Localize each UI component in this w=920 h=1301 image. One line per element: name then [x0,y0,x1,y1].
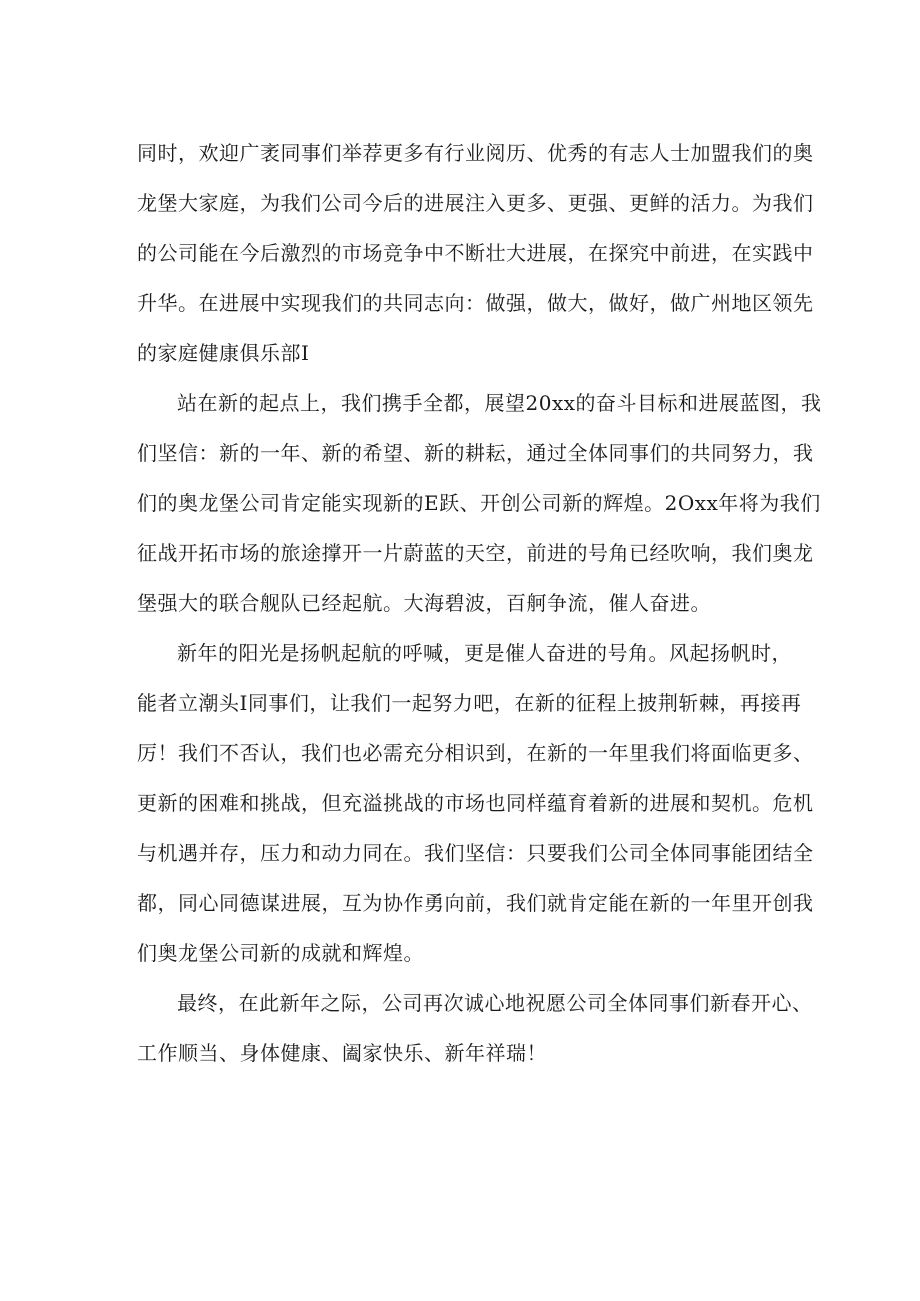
text-line: 站在新的起点上，我们携手全都，展望20xx的奋斗目标和进展蓝图，我 [177,391,822,415]
text-line: 与机遇并存，压力和动力同在。我们坚信：只要我们公司全体同事能团结全 [137,841,814,865]
paragraph [137,128,814,378]
text-line: 征战开拓市场的旅途撑开一片蔚蓝的天空，前进的号角已经吹响，我们奥龙 [137,541,814,565]
text-line: 的公司能在今后激烈的市场竞争中不断壮大进展，在探究中前进，在实践中 [137,241,814,265]
text-line: 能者立潮头I同事们，让我们一起努力吧，在新的征程上披荆斩棘，再接再 [137,691,802,715]
text-line: 堡强大的联合舰队已经起航。大海碧波，百舸争流，催人奋进。 [137,591,711,615]
text-line: 最终，在此新年之际，公司再次诚心地祝愿公司全体同事们新春开心、 [177,991,813,1015]
text-line: 都，同心同德谋进展，互为协作勇向前，我们就肯定能在新的一年里开创我 [137,891,814,915]
text-line: 的家庭健康俱乐部I [137,341,310,365]
text-line: 们奥龙堡公司新的成就和辉煌。 [137,941,424,965]
text-line: 更新的困难和挑战，但充溢挑战的市场也同样蕴育着新的进展和契机。危机 [137,791,814,815]
text-line: 龙堡大家庭，为我们公司今后的进展注入更多、更强、更鲜的活力。为我们 [137,191,814,215]
paragraph [137,628,814,978]
text-line: 同时，欢迎广袤同事们举荐更多有行业阅历、优秀的有志人士加盟我们的奥 [137,141,814,165]
paragraph [137,978,813,1078]
text-line: 们的奥龙堡公司肯定能实现新的E跃、开创公司新的辉煌。2Oxx年将为我们 [137,491,821,515]
document-body [137,128,822,1078]
text-line: 们坚信：新的一年、新的希望、新的耕耘，通过全体同事们的共同努力，我 [137,441,814,465]
paragraph [137,378,822,628]
text-line: 新年的阳光是扬帆起航的呼喊，更是催人奋进的号角。风起扬帆时， [177,641,792,665]
text-line: 工作顺当、身体健康、阖家快乐、新年祥瑞！ [137,1041,547,1065]
text-line: 升华。在进展中实现我们的共同志向：做强，做大，做好，做广州地区领先 [137,291,814,315]
text-line: 厉！我们不否认，我们也必需充分相识到，在新的一年里我们将面临更多、 [137,741,814,765]
